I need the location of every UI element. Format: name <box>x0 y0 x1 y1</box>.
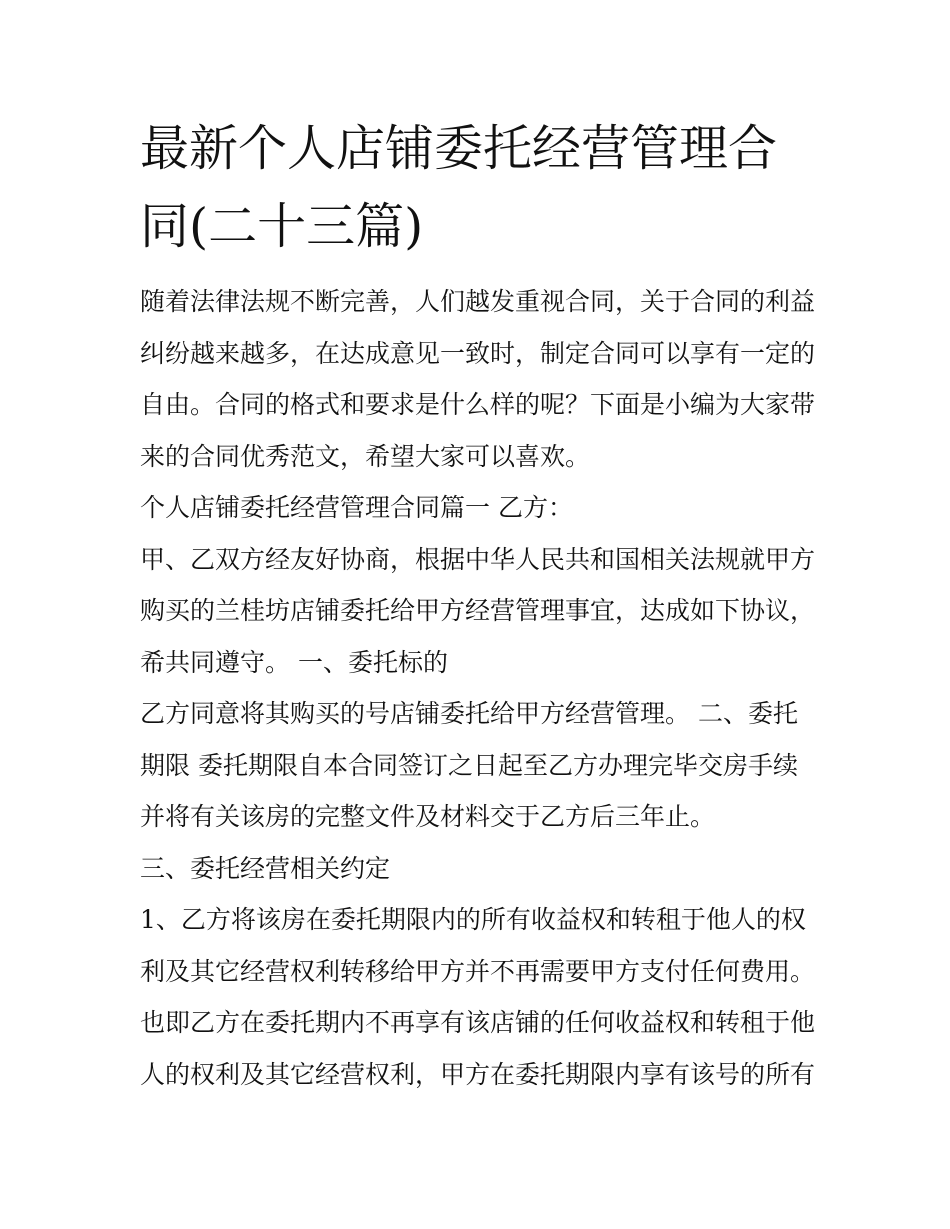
body-line: 购买的兰桂坊店铺委托给甲方经营管理事宜，达成如下协议， <box>140 596 816 625</box>
body-line: 自由。合同的格式和要求是什么样的呢？下面是小编为大家带 <box>140 390 816 419</box>
section-heading: 个人店铺委托经营管理合同篇一 乙方： <box>140 493 573 522</box>
body-line: 来的合同优秀范文，希望大家可以喜欢。 <box>140 441 591 471</box>
body-line: 纠纷越来越多，在达成意见一致时，制定合同可以享有一定的 <box>140 338 816 368</box>
body-line: 人的权利及其它经营权利，甲方在委托期限内享有该号的所有 <box>140 1059 816 1089</box>
section-heading: 三、委托经营相关约定 <box>140 853 391 883</box>
document-body <box>140 276 820 1100</box>
body-line: 乙方同意将其购买的号店铺委托给甲方经营管理。 二、委托 <box>140 699 798 728</box>
title-line: 同(二十三篇) <box>140 198 424 255</box>
body-line: 也即乙方在委托期内不再享有该店铺的任何收益权和转租于他 <box>140 1008 816 1037</box>
document-title <box>140 110 820 266</box>
body-line: 1、乙方将该房在委托期限内的所有收益权和转租于他人的权 <box>140 905 806 934</box>
body-line: 并将有关该房的完整文件及材料交于乙方后三年止。 <box>140 802 716 831</box>
body-line: 希共同遵守。 一、委托标的 <box>140 647 448 677</box>
body-line: 随着法律法规不断完善，人们越发重视合同，关于合同的利益 <box>140 287 816 316</box>
title-line: 最新个人店铺委托经营管理合 <box>140 120 778 177</box>
body-line: 甲、乙双方经友好协商，根据中华人民共和国相关法规就甲方 <box>140 544 816 574</box>
body-line: 利及其它经营权利转移给甲方并不再需要甲方支付任何费用。 <box>140 956 816 986</box>
body-line: 期限 委托期限自本合同签订之日起至乙方办理完毕交房手续 <box>140 750 798 780</box>
